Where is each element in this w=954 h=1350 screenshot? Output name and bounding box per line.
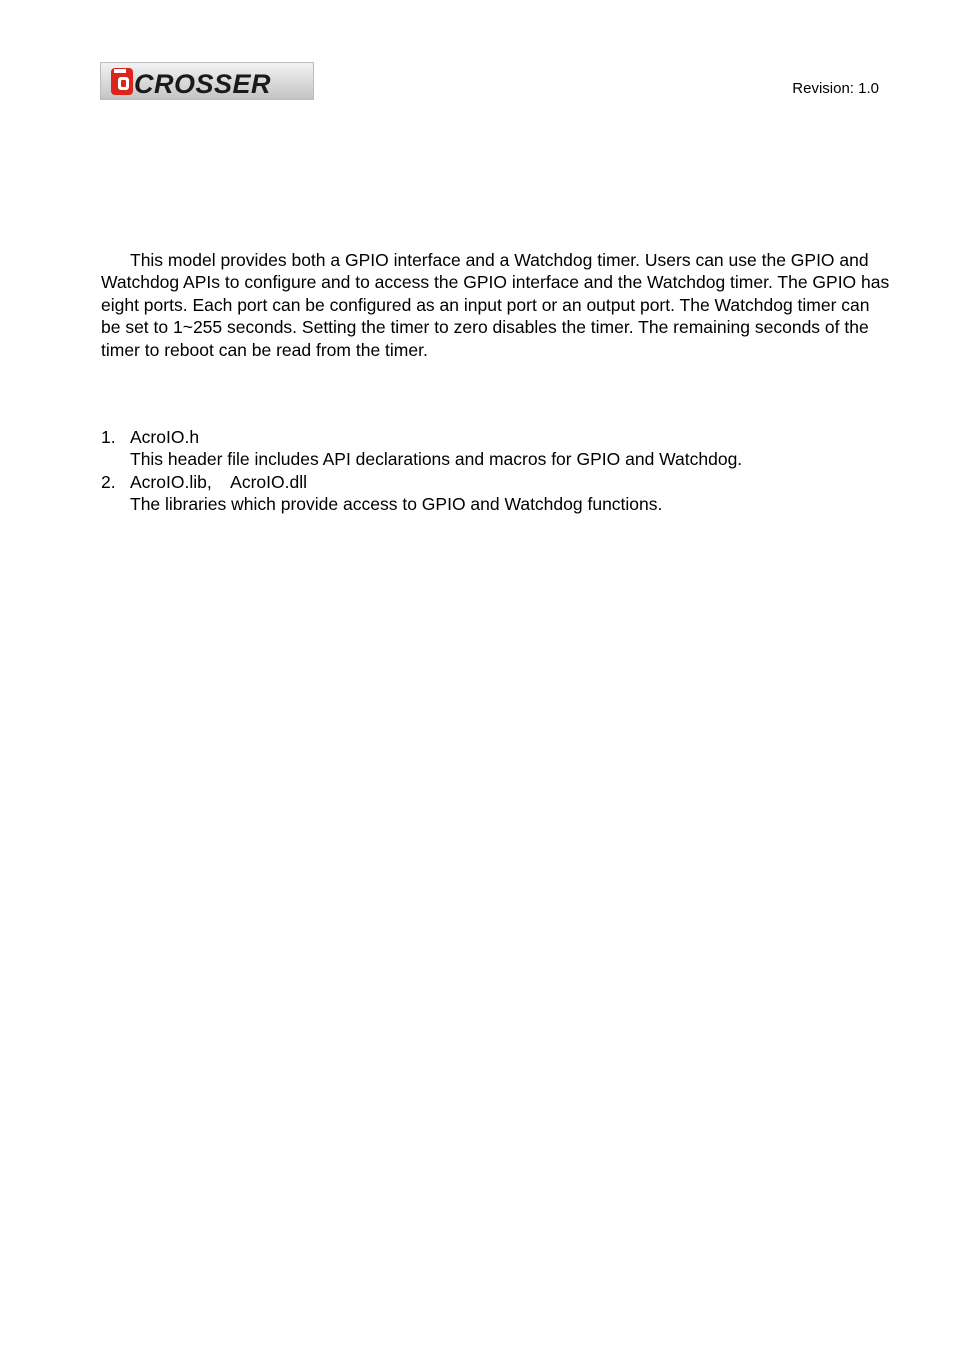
list-item-number: 2. <box>101 471 116 492</box>
acrosser-logo <box>100 62 314 100</box>
acrosser-logo-graphic <box>101 63 315 101</box>
intro-paragraph: This model provides both a GPIO interface and a Watchdog timer. Users can use the GPIO and Watchdog APIs to configure and to access the GPIO interface and the Watchdog timer. The GPIO has eight ports. Each port can be configured as an input port or an output port. The Watchdog timer can be set to 1~255 seconds. Setting the timer to zero disables the timer. The remaining seconds of the timer to reboot can be read from the timer. <box>101 250 890 360</box>
list-item-title: AcroIO.h <box>130 427 200 447</box>
list-item-description: This header file includes API declarations and macros for GPIO and Watchdog. <box>130 449 743 470</box>
logo-wordmark: CROSSER <box>134 69 272 99</box>
file-list <box>101 426 891 516</box>
list-item-number: 1. <box>101 427 116 447</box>
list-item <box>101 426 891 471</box>
list-item <box>101 471 891 516</box>
list-item-title: AcroIO.lib, AcroIO.dll <box>130 471 307 492</box>
list-item-description: The libraries which provide access to GPIO and Watchdog functions. <box>130 494 663 515</box>
revision-label: Revision: 1.0 <box>792 80 879 97</box>
